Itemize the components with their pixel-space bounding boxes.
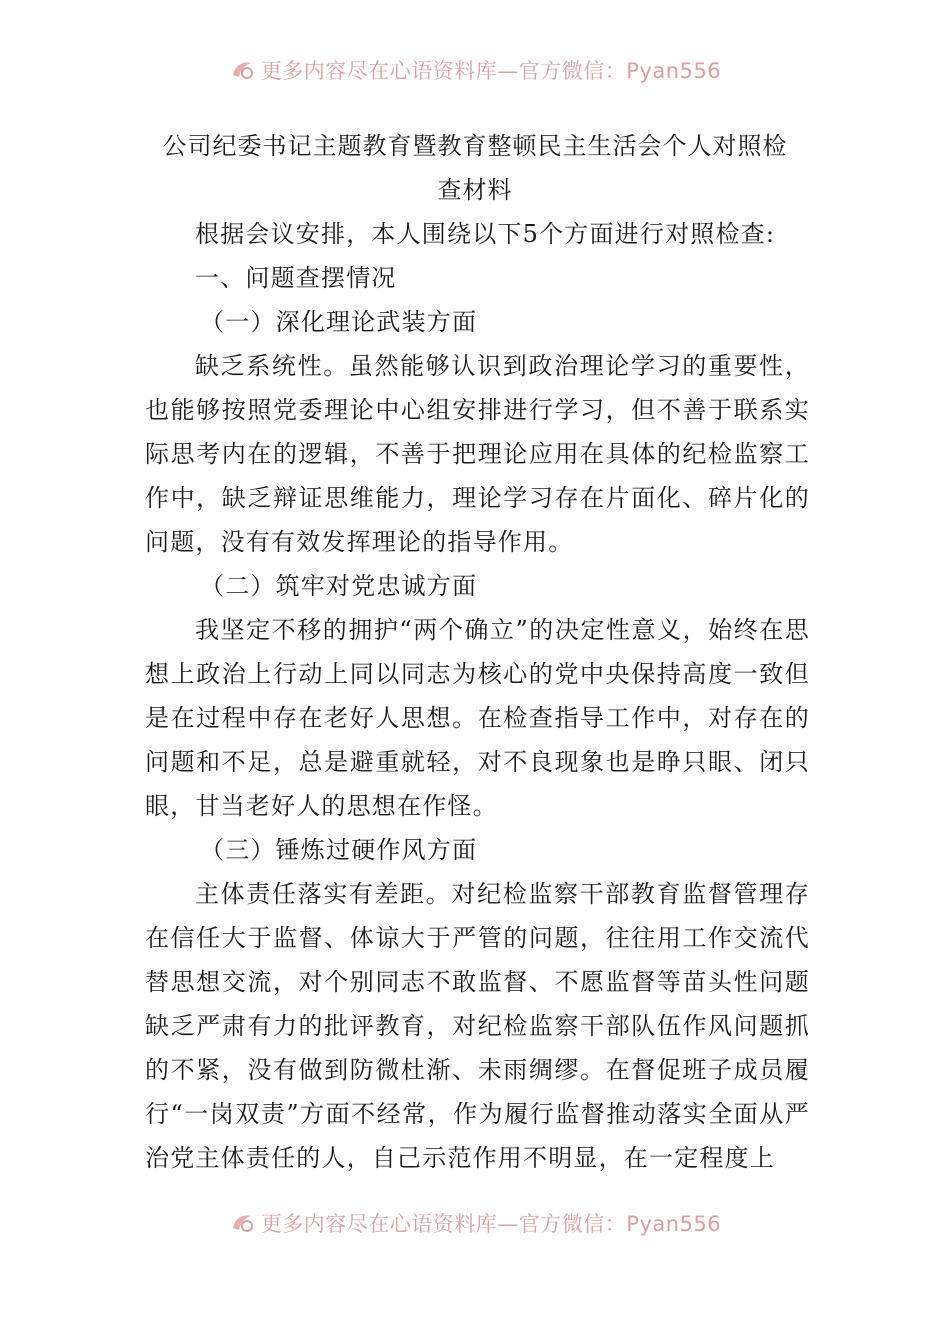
title-line-2: 查材料 — [437, 176, 513, 204]
subsection-heading-2: （二）筑牢对党忠诚方面 — [200, 572, 478, 600]
document-body — [145, 212, 810, 1180]
watermark-text: 更多内容尽在心语资料库—官方微信：Pyan556 — [260, 59, 722, 83]
brand-logo-icon — [229, 57, 255, 83]
watermark-footer — [0, 1203, 950, 1243]
subsection-body-3: 主体责任落实有差距。对纪检监察干部教育监督管理存在信任大于监督、体谅大于严管的问题，往往用工作交流代替思想交流，对个别同志不敢监督、不愿监督等苗头性问题缺乏严肃有力的批评教育，对纪检监察干部队伍作风问题抓的不紧，没有做到防微杜渐、未雨绸缪。在督促班子成员履行“一岗双责”方面不经常，作为履行监督推动落实全面从严治党主体责任的人，自己示范作用不明显，在一定程度上 — [145, 880, 810, 1172]
section-heading-1: 一、问题查摆情况 — [195, 264, 397, 292]
document-title — [150, 124, 800, 212]
subsection-body-2: 我坚定不移的拥护“两个确立”的决定性意义，始终在思想上政治上行动上同以同志为核心的党中央保持高度一致但是在过程中存在老好人思想。在检查指导工作中，对存在的问题和不足，总是避重就轻，对不良现象也是睁只眼、闭只眼，甘当老好人的思想在作怪。 — [145, 616, 810, 820]
watermark-text: 更多内容尽在心语资料库—官方微信：Pyan556 — [260, 1212, 722, 1236]
subsection-heading-1: （一）深化理论武装方面 — [200, 308, 478, 336]
brand-logo-icon — [229, 1210, 255, 1236]
subsection-body-1: 缺乏系统性。虽然能够认识到政治理论学习的重要性，也能够按照党委理论中心组安排进行学习，但不善于联系实际思考内在的逻辑，不善于把理论应用在具体的纪检监察工作中，缺乏辩证思维能力，理论学习存在片面化、碎片化的问题，没有有效发挥理论的指导作用。 — [145, 352, 810, 556]
intro-paragraph: 根据会议安排，本人围绕以下5个方面进行对照检查: — [195, 220, 776, 248]
subsection-heading-3: （三）锤炼过硬作风方面 — [200, 836, 478, 864]
watermark-header — [0, 50, 950, 90]
title-line-1: 公司纪委书记主题教育暨教育整顿民主生活会个人对照检 — [162, 132, 788, 160]
